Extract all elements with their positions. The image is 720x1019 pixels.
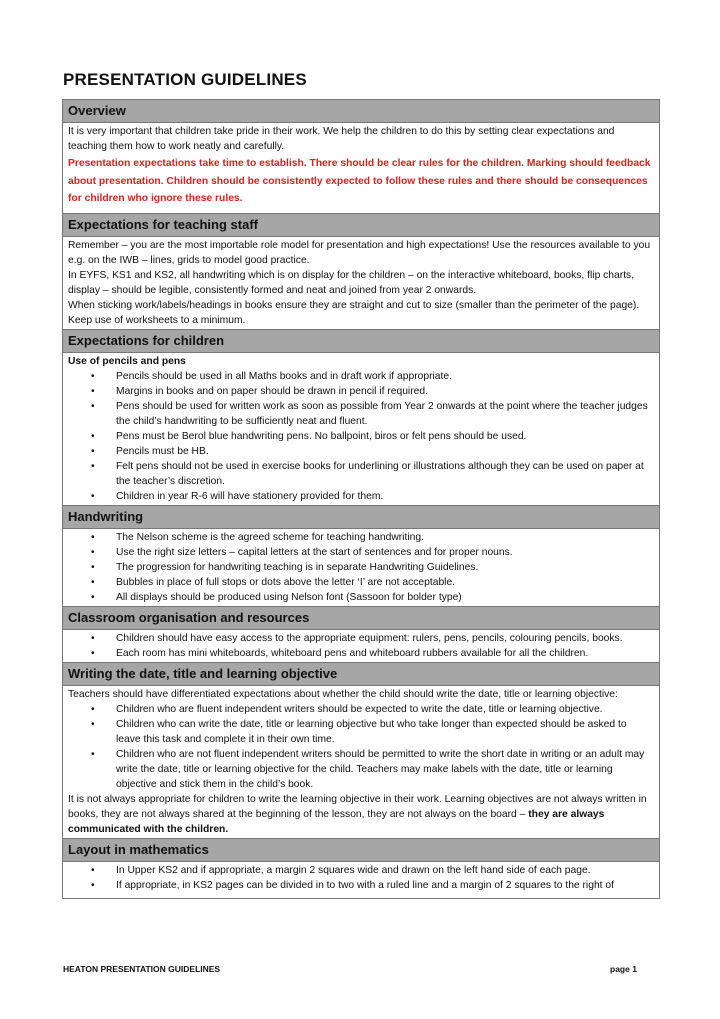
- bullet-icon: •: [91, 864, 95, 876]
- section-heading-children: Expectations for children: [63, 330, 659, 353]
- section-heading-overview: Overview: [63, 100, 659, 123]
- list-item: • Children who can write the date, title or learning objective but who take longer than expected should be asked to leave this task and complete it in their own time.: [91, 718, 627, 745]
- list-item: • The progression for handwriting teaching is in separate Handwriting Guidelines.: [91, 561, 479, 573]
- bullet-list: [68, 530, 654, 605]
- section-body-staff: [63, 237, 659, 330]
- bullet-icon: •: [91, 703, 95, 715]
- list-item: • Children in year R-6 will have stationery provided for them.: [91, 490, 384, 502]
- bullet-icon: •: [91, 546, 95, 558]
- paragraph: When sticking work/labels/headings in books ensure they are straight and cut to size (smaller than the perimeter of the page). Keep use of worksheets to a minimum.: [68, 299, 640, 326]
- bullet-list: [68, 702, 654, 792]
- page-title: PRESENTATION GUIDELINES: [63, 70, 307, 89]
- section-heading-writing: Writing the date, title and learning objective: [63, 663, 659, 686]
- list-item: • Pencils must be HB.: [91, 445, 209, 457]
- list-item: • Pens must be Berol blue handwriting pens. No ballpoint, biros or felt pens should be used.: [91, 430, 527, 442]
- bullet-icon: •: [91, 591, 95, 603]
- list-item: • Margins in books and on paper should be drawn in pencil if required.: [91, 385, 428, 397]
- bullet-icon: •: [91, 531, 95, 543]
- list-item: • Each room has mini whiteboards, whiteboard pens and whiteboard rubbers available for all the children.: [91, 647, 589, 659]
- bullet-icon: •: [91, 748, 95, 760]
- bullet-icon: •: [91, 632, 95, 644]
- section-heading-staff: Expectations for teaching staff: [63, 214, 659, 237]
- bold-text: they are always communicated with the children.: [68, 808, 605, 835]
- section-heading-classroom: Classroom organisation and resources: [63, 607, 659, 630]
- list-item: • In Upper KS2 and if appropriate, a margin 2 squares wide and drawn on the left hand side of each page.: [91, 864, 591, 876]
- section-body-maths: [63, 862, 659, 898]
- bullet-list: [68, 369, 654, 504]
- section-heading-handwriting: Handwriting: [63, 506, 659, 529]
- list-item: • Pencils should be used in all Maths books and in draft work if appropriate.: [91, 370, 452, 382]
- section-body-children: [63, 353, 659, 506]
- bullet-list: [68, 863, 654, 893]
- bullet-icon: •: [91, 400, 95, 412]
- list-item: • Children who are not fluent independent writers should be permitted to write the short date in writing or an adult may write the date, title or learning objective for the child. Teachers may make labels with the date, title or learning objective and stick them in the child’s book.: [91, 748, 645, 790]
- bullet-list: [68, 631, 654, 661]
- list-item: • Children should have easy access to the appropriate equipment: rulers, pens, pencils, colouring pencils, books.: [91, 632, 623, 644]
- list-item: • If appropriate, in KS2 pages can be divided in to two with a ruled line and a margin of 2 squares to the right of: [91, 879, 614, 891]
- paragraph: Teachers should have differentiated expectations about whether the child should write the date, title or learning objective:: [68, 688, 618, 700]
- list-item: • All displays should be produced using Nelson font (Sassoon for bolder type): [91, 591, 462, 603]
- bullet-icon: •: [91, 460, 95, 472]
- paragraph: It is not always appropriate for children to write the learning objective in their work. Learning objectives are not always written in books, they are not always shared at the beginning of the lesson, they are not always on the board – they are always communicated with the children.: [68, 793, 647, 835]
- bullet-icon: •: [91, 561, 95, 573]
- paragraph: In EYFS, KS1 and KS2, all handwriting which is on display for the children – on the interactive whiteboard, books, flip charts, display – should be legible, consistently formed and neat and joined from year 2 onwards.: [68, 269, 635, 296]
- list-item: • Felt pens should not be used in exercise books for underlining or illustrations although they can be used on paper at the teacher’s discretion.: [91, 460, 644, 487]
- section-heading-maths: Layout in mathematics: [63, 839, 659, 862]
- bullet-icon: •: [91, 370, 95, 382]
- bullet-icon: •: [91, 385, 95, 397]
- list-item: • The Nelson scheme is the agreed scheme for teaching handwriting.: [91, 531, 424, 543]
- bullet-icon: •: [91, 490, 95, 502]
- subheading: Use of pencils and pens: [68, 355, 186, 367]
- bullet-icon: •: [91, 576, 95, 588]
- list-item: • Pens should be used for written work as soon as possible from Year 2 onwards at the point where the teacher judges the child’s handwriting to be sufficiently neat and fluent.: [91, 400, 648, 427]
- paragraph: Remember – you are the most importable role model for presentation and high expectations! Use the resources available to you e.g. on the IWB – lines, grids to model good practice.: [68, 239, 651, 266]
- list-item: • Bubbles in place of full stops or dots above the letter ‘I’ are not acceptable.: [91, 576, 456, 588]
- section-body-handwriting: [63, 529, 659, 607]
- bullet-icon: •: [91, 718, 95, 730]
- guidelines-table: [62, 99, 660, 899]
- footer-title: HEATON PRESENTATION GUIDELINES: [63, 964, 221, 974]
- paragraph: It is very important that children take pride in their work. We help the children to do this by setting clear expectations and teaching them how to work neatly and carefully.: [68, 126, 615, 152]
- warning-paragraph: Presentation expectations take time to establish. There should be clear rules for the children. Marking should feedback about presentation. Children should be consistently expected to follow these rules and there should be consequences for children who ignore these rules.: [68, 158, 651, 204]
- section-body-writing: [63, 686, 659, 839]
- bullet-icon: •: [91, 430, 95, 442]
- list-item: • Use the right size letters – capital letters at the start of sentences and for proper nouns.: [91, 546, 513, 558]
- bullet-icon: •: [91, 647, 95, 659]
- list-item: • Children who are fluent independent writers should be expected to write the date, title or learning objective.: [91, 703, 603, 715]
- section-body-classroom: [63, 630, 659, 663]
- section-body-overview: [63, 123, 659, 214]
- page-number: page 1: [610, 964, 637, 974]
- bullet-icon: •: [91, 879, 95, 891]
- bullet-icon: •: [91, 445, 95, 457]
